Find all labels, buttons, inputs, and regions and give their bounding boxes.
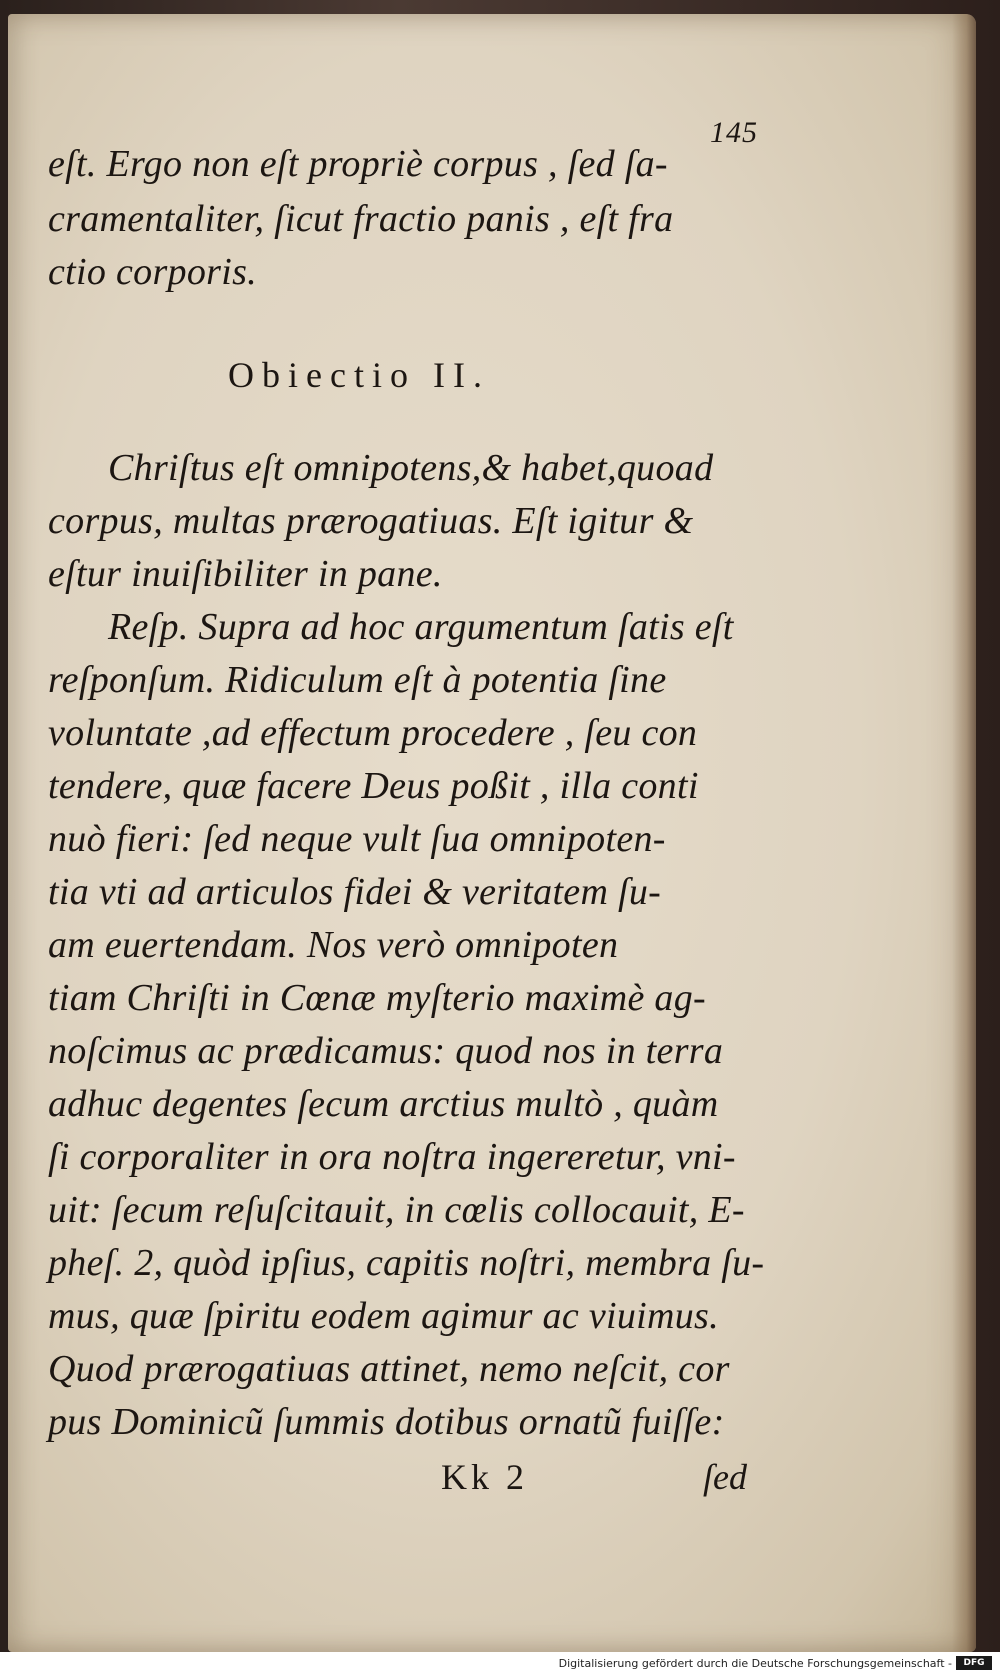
body-line: nuò fieri: ſed neque vult ſua omnipoten- xyxy=(48,818,666,860)
body-line: mus, quæ ſpiritu eodem agimur ac viuimus. xyxy=(48,1295,719,1337)
body-line: tia vti ad articulos fidei & veritatem ſu- xyxy=(48,871,662,913)
page-edge-shadow xyxy=(952,14,976,1652)
footer-credit-text: Digitalisierung gefördert durch die Deutsche Forschungsgemeinschaft - xyxy=(558,1657,952,1670)
body-line: tendere, quæ facere Deus poßit , illa conti xyxy=(48,765,699,807)
digitization-footer xyxy=(0,1652,1000,1673)
body-line: pheſ. 2, quòd ipſius, capitis noſtri, membra ſu- xyxy=(48,1242,765,1284)
book-page xyxy=(8,14,976,1652)
body-line: reſponſum. Ridiculum eſt à potentia ſine xyxy=(48,659,667,701)
body-line: voluntate ,ad effectum procedere , ſeu con xyxy=(48,712,698,754)
dfg-logo-icon: DFG xyxy=(956,1656,992,1670)
catchword: ſed xyxy=(703,1457,747,1497)
body-line: Quod prærogatiuas attinet, nemo neſcit, cor xyxy=(48,1348,730,1390)
intro-line: cramentaliter, ſicut fractio panis , eſt fra xyxy=(48,198,674,240)
body-line: uit: ſecum reſuſcitauit, in cœlis collocauit, E- xyxy=(48,1189,745,1231)
body-line: Chriſtus eſt omnipotens,& habet,quoad xyxy=(108,447,714,489)
body-line: ſi corporaliter in ora noſtra ingereretur, vni- xyxy=(48,1136,736,1178)
body-line: eſtur inuiſibiliter in pane. xyxy=(48,553,443,595)
body-line: Reſp. Supra ad hoc argumentum ſatis eſt xyxy=(108,606,734,648)
body-line: adhuc degentes ſecum arctius multò , quàm xyxy=(48,1083,719,1125)
body-line: pus Dominicũ ſummis dotibus ornatũ fuiſſe: xyxy=(48,1401,725,1443)
section-heading: Obiectio II. xyxy=(228,355,490,395)
page-number: 145 xyxy=(710,116,758,149)
intro-line: ctio corporis. xyxy=(48,251,257,293)
body-line: noſcimus ac prædicamus: quod nos in terra xyxy=(48,1030,724,1072)
intro-line: eſt. Ergo non eſt propriè corpus , ſed ſa- xyxy=(48,143,668,185)
body-line: am euertendam. Nos verò omnipoten xyxy=(48,924,619,966)
body-line: corpus, multas prærogatiuas. Eſt igitur & xyxy=(48,500,694,542)
body-line: tiam Chriſti in Cœnæ myſterio maximè ag- xyxy=(48,977,706,1019)
signature-mark: Kk 2 xyxy=(441,1457,528,1497)
